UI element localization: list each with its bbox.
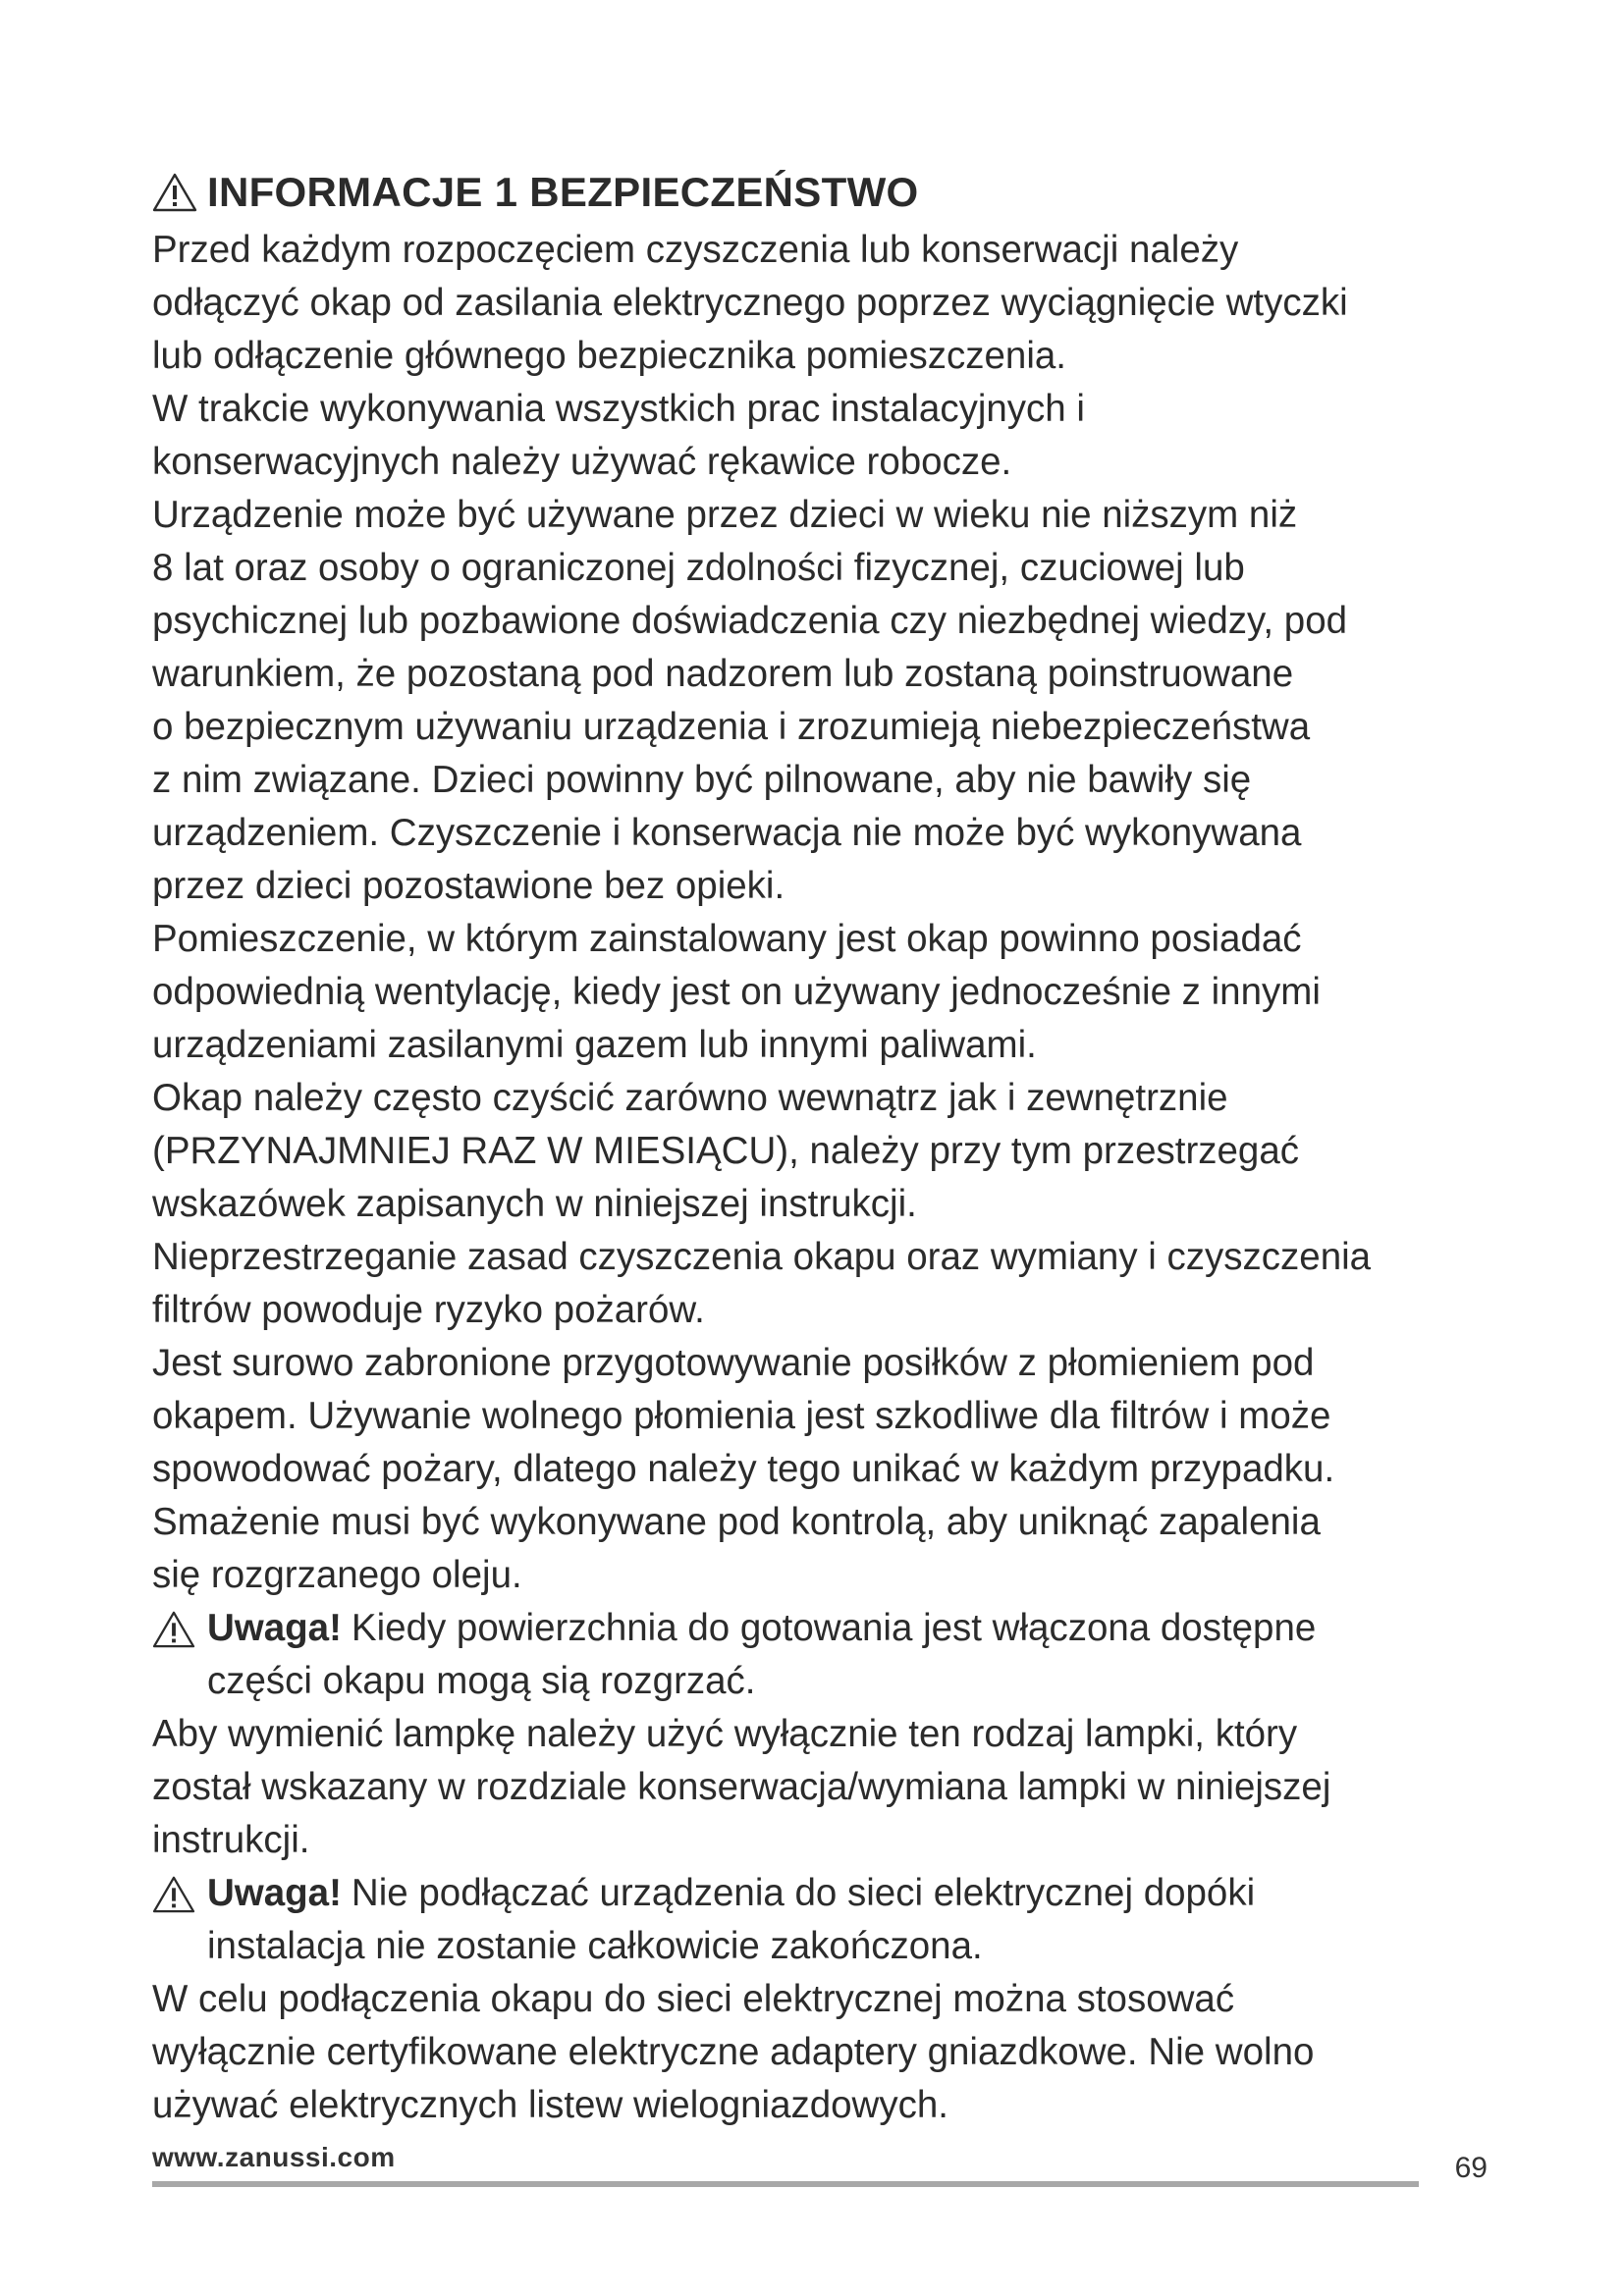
- paragraph-children: Urządzenie może być używane przez dzieci w wieku nie niższym niż 8 lat oraz osoby o ograniczonej zdolności fizycznej, czuciowej lub psychicznej lub pozbawione doświadczenia czy niezbędnej wiedzy, pod warunkiem, że pozostaną pod nadzorem lub zostaną poinstruowane o bezpiecznym używaniu urządzenia i zrozumieją niebezpieczeństwa z nim związane. Dzieci powinny być pilnowane, aby nie bawiły się urządzeniem. Czyszczenie i konserwacja nie może być wykonywana przez dzieci pozostawione bez opieki.: [152, 494, 1348, 907]
- section-heading: [152, 165, 1488, 220]
- paragraph-frying: Smażenie musi być wykonywane pod kontrolą, aby uniknąć zapalenia się rozgrzanego oleju.: [152, 1501, 1321, 1596]
- document-body: [152, 165, 1488, 2132]
- paragraph-fire-risk: Nieprzestrzeganie zasad czyszczenia okapu oraz wymiany i czyszczenia filtrów powoduje ryzyko pożarów.: [152, 1236, 1372, 1331]
- warning-triangle-icon: [152, 1610, 195, 1649]
- warning-note-hot-parts: [152, 1602, 1488, 1708]
- warning-text: Nie podłączać urządzenia do sieci elektrycznej dopóki instalacja nie zostanie całkowicie zakończona.: [207, 1872, 1256, 1967]
- paragraph-adapters: W celu podłączenia okapu do sieci elektrycznej można stosować wyłącznie certyfikowane elektryczne adaptery gniazdkowe. Nie wolno używać elektrycznych listew wielogniazdowych.: [152, 1978, 1315, 2126]
- paragraph-cleaning: Okap należy często czyścić zarówno wewnątrz jak i zewnętrznie (PRZYNAJMNIEJ RAZ W MIESIĄCU), należy przy tym przestrzegać wskazówek zapisanych w niniejszej instrukcji.: [152, 1077, 1300, 1225]
- footer-divider: [152, 2181, 1419, 2187]
- warning-triangle-icon: [152, 1875, 195, 1914]
- paragraph-open-flame: Jest surowo zabronione przygotowywanie posiłków z płomieniem pod okapem. Używanie wolnego płomienia jest szkodliwe dla filtrów i może spowodować pożary, dlatego należy tego unikać w każdym przypadku.: [152, 1342, 1335, 1490]
- page-number: 69: [1454, 2152, 1488, 2184]
- paragraph-ventilation: Pomieszczenie, w którym zainstalowany jest okap powinno posiadać odpowiednią wentylację, kiedy jest on używany jednocześnie z innymi urządzeniami zasilanymi gazem lub innymi paliwami.: [152, 918, 1321, 1066]
- footer-url[interactable]: www.zanussi.com: [152, 2142, 396, 2172]
- paragraph-lamp: Aby wymienić lampkę należy użyć wyłącznie ten rodzaj lampki, który został wskazany w rozdziale konserwacja/wymiana lampki w niniejszej instrukcji.: [152, 1713, 1331, 1861]
- paragraph-gloves: W trakcie wykonywania wszystkich prac instalacyjnych i konserwacyjnych należy używać rękawice robocze.: [152, 388, 1085, 483]
- warning-note-connection: [152, 1867, 1488, 1973]
- warning-label: Uwaga!: [207, 1607, 342, 1649]
- section-heading-text: INFORMACJE 1 BEZPIECZEŃSTWO: [207, 169, 919, 215]
- warning-text: Kiedy powierzchnia do gotowania jest włączona dostępne części okapu mogą sią rozgrzać.: [207, 1607, 1317, 1702]
- warning-triangle-icon: [152, 172, 197, 213]
- warning-label: Uwaga!: [207, 1872, 342, 1914]
- page-footer: [152, 2142, 1488, 2201]
- paragraph-disconnect: Przed każdym rozpoczęciem czyszczenia lub konserwacji należy odłączyć okap od zasilania elektrycznego poprzez wyciągnięcie wtyczki lub odłączenie głównego bezpiecznika pomieszczenia.: [152, 229, 1348, 377]
